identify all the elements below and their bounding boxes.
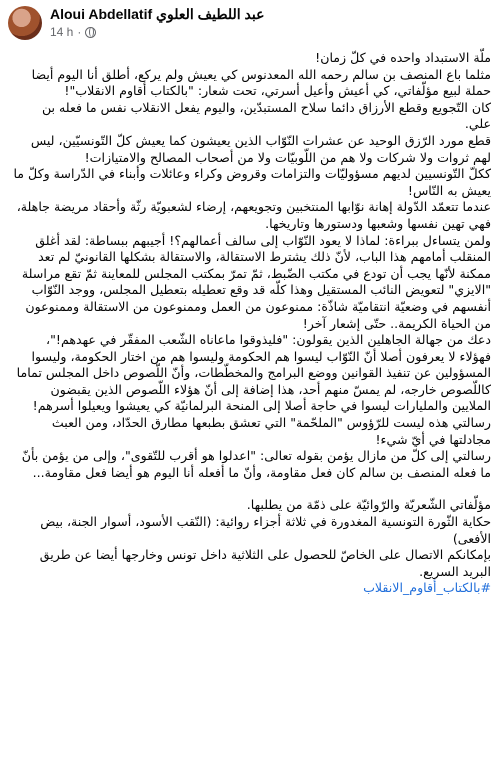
avatar[interactable] [8,6,42,40]
post-paragraph: ككلّ التّونسيين لديهم مسؤوليّات والتزامات وقروض وكراء وعائلات وأبناء في الدّراسة وكلّ ما يعيش به النّاس! [13,166,491,198]
author-name[interactable]: Aloui Abdellatif عبد اللطيف العلوي [50,6,265,22]
post-meta [50,6,264,39]
post-header [0,0,503,46]
post-paragraph: دعك من جهالة الجاهلين الذين يقولون: "فليذوقوا ماعاناه الشّعب المفقّر في عهدهم!"، فهؤلاء لا يعرفون أصلا أنّ النّوّاب ليسوا هم الحكومة وليسوا هم من اختار الحكومة، وليسوا المسؤولين عن تنفيذ القوانين ووضع البرامج والمخطّطات، وأنّ اللّصوص داخل المجلس تماما كاللّصوص خارجه، لم يمسّ منهم أحد، هذا إضافة إلى أنّ هؤلاء اللّصوص الذين يقبضون الملايين والمليارات ليسوا في حاجة أصلا إلى المنحة البرلمانيّة كي يعيشوا ويعيلوا أسرهم! [16,332,491,414]
post-paragraph: رسالتي إلى كلّ من مازال يؤمن بقوله تعالى: "اعدلوا هو أقرب للتّقوى"، وإلى من يؤمن بأنّ ما فعله المنصف بن سالم كان فعل مقاومة، وأنّ ما أفعله أنا اليوم هو أيضا فعل مقاومة... [21,448,491,480]
post-time[interactable]: 14 h [50,25,74,39]
post-paragraph: رسالتي هذه ليست للرّؤوس "الملحّمة" التي تعشق بطبعها مطارق الحدّاد، ومن العبث مجادلتها في أيّ شيء! [51,415,491,447]
post-paragraph: ملّة الاستبداد واحده في كلّ زمان! [315,50,491,65]
post-paragraph: ولمن يتساءل ببراءة: لماذا لا يعود النّوّاب إلى سالف أعمالهم؟! أجيبهم ببساطة: لقد أغلق المنقلب أمامهم هذا الباب، لأنّ ذلك يشترط الاستقالة، والاستقالة بشكلها القانونيّ لم تعد ممكنة لأنّها يجب أن تودع في مكتب الضّبط، ثمّ تمرّ بمكتب المجلس للمعاينة ثمّ تقع مراسلة "الايزي" لتعويض النائب المستقيل وهذا كلّه قد وقع تعطيله بتعطيل المجلس، ووجد النّوّاب أنفسهم في وضعيّة انتقاميّة شاذّة: ممنوعون من العمل وممنوعون من الاستقالة وممنوعون من الحياة الكريمة.. حتّى إشعار آخر! [21,232,491,331]
post-paragraph: مثلما باع المنصف بن سالم رحمه الله المعدنوس كي يعيش ولم يركع، أطلق أنا اليوم أيضا حملة لبيع مؤلّفاتي، كي أعيش وأعيل أسرتي، تحت شعار: "بالكتاب أقاوم الانقلاب"! [31,66,491,99]
post-subtitle [50,25,264,39]
post-paragraph: قطع مورد الرّزق الوحيد عن عشرات النّوّاب الذين يعيشون كما يعيش كلّ التّونسيّين، ليس لهم ثروات ولا شركات ولا هم من اللّوبيّات ولا من أصحاب المصالح والامتيازات! [30,132,491,165]
post-paragraph: كان التّجويع وقطع الأرزاق دائما سلاح المستبدّين، واليوم يفعل الانقلاب نفس ما فعله بن علي. [41,99,491,132]
separator-dot: · [77,25,82,39]
post-paragraph: بإمكانكم الاتصال على الخاصّ للحصول على الثلاثية داخل تونس وخارجها أيضا عن طريق البريد السريع. [39,547,491,579]
post-body [0,46,503,597]
globe-icon[interactable] [85,27,96,38]
post-paragraph: عندما تتعمّد الدّولة إهانة نوّابها المنتخبين وتجويعهم، إرضاء لشعبويّة رثّة وأحقاد مريضة جاهلة، فهي تهين نفسها وشعبها ودستورها وتاريخها. [16,199,491,231]
post-paragraph: حكاية الثّورة التونسية المغدورة في ثلاثة أجزاء روائية: (النّقب الأسود، أسوار الجنة، بيض الأفعى) [40,514,491,546]
post-paragraph: مؤلّفاتي الشّعريّة والرّوائيّة على ذمّة من يطلبها. [246,497,491,513]
hashtag-link[interactable]: #بالكتاب_أقاوم_الانقلاب [363,580,491,596]
